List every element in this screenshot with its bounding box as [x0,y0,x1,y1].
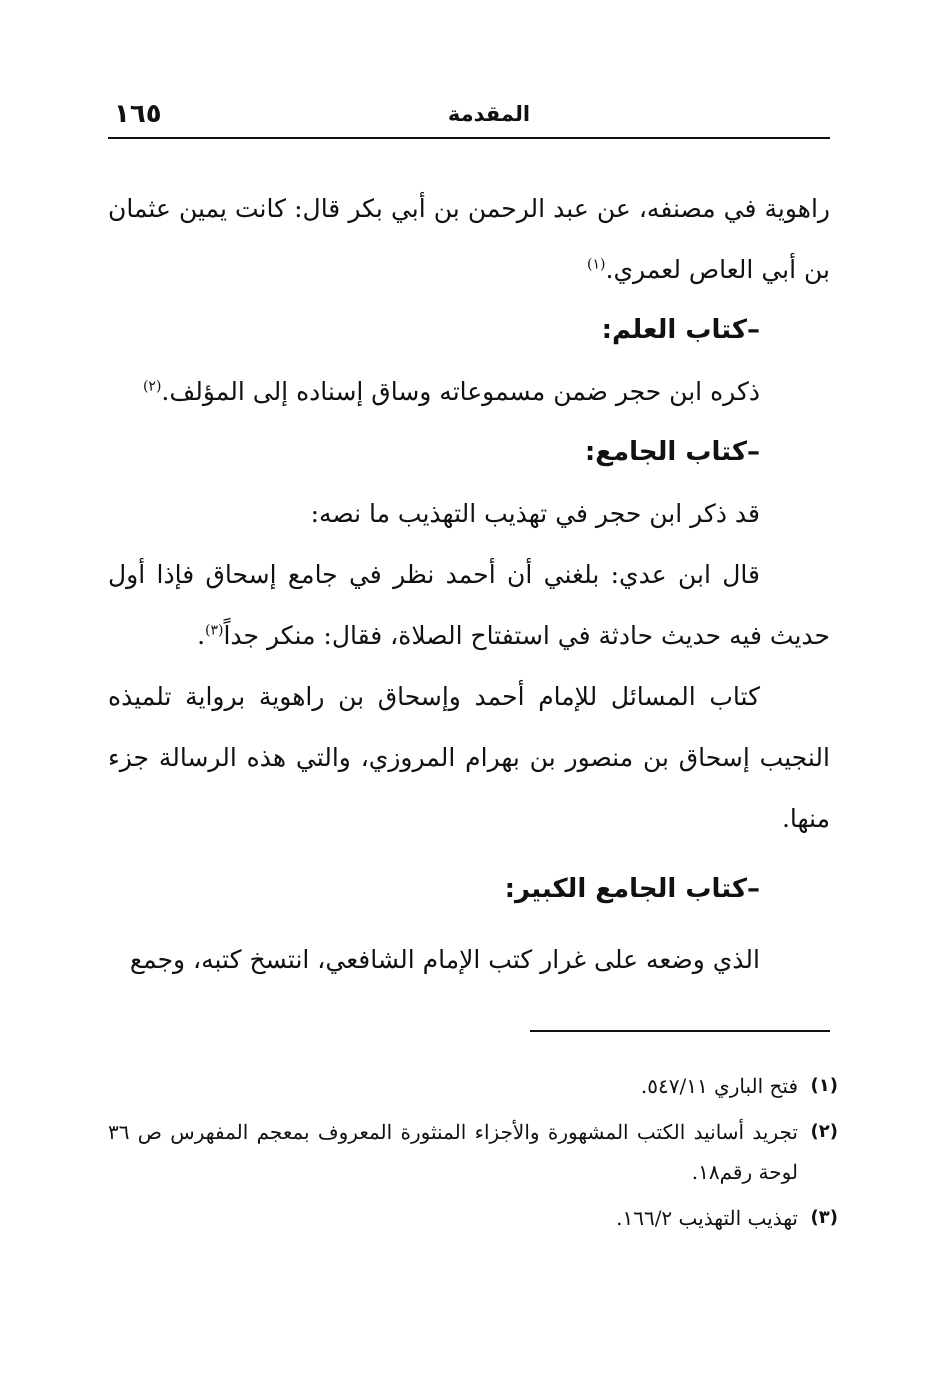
footnote-text: فتح الباري ٥٤٧/١١. [640,1074,798,1098]
footnote-ref-2: (٢) [142,378,162,395]
paragraph-3: قد ذكر ابن حجر في تهذيب التهذيب ما نصه: [310,499,760,528]
running-head [108,96,830,132]
page-number: ١٦٥ [114,99,162,129]
footnote-ref-3: (٣) [205,622,224,639]
paragraph-2 [108,361,830,422]
heading-kitab-al-jami: –كتاب الجامع: [584,437,760,467]
header-rule [108,137,830,139]
footnote-number: (٢) [810,1121,838,1142]
paragraph-4-end: . [197,621,206,650]
paragraph-4-text: قال ابن عدي: بلغني أن أحمد نظر في جامع إسحاق فإذا أول حديث فيه حديث حادثة في استفتاح الصلاة، فقال: منكر جداً [108,560,830,650]
footnote-2 [108,1112,838,1192]
footnote-rule [530,1030,830,1032]
heading-kitab-al-jami-al-kabir: –كتاب الجامع الكبير: [504,874,760,904]
footnote-1 [108,1066,838,1106]
footnote-text: تهذيب التهذيب ١٦٦/٢. [616,1206,798,1230]
section-title: المقدمة [447,102,531,126]
paragraph-1 [108,178,830,300]
paragraph-5: كتاب المسائل للإمام أحمد وإسحاق بن راهوية برواية تلميذه النجيب إسحاق بن منصور بن بهرام المروزي، والتي هذه الرسالة جزء منها. [108,682,830,833]
footnotes [108,1066,838,1244]
main-text [108,178,830,990]
footnote-3 [108,1198,838,1238]
heading-kitab-al-ilm: –كتاب العلم: [601,315,760,345]
paragraph-2-text: ذكره ابن حجر ضمن مسموعاته وساق إسناده إلى المؤلف. [161,377,760,406]
paragraph-4 [108,544,830,666]
paragraph-6: الذي وضعه على غرار كتب الإمام الشافعي، انتسخ كتبه، وجمع [129,945,760,974]
footnote-number: (٣) [810,1207,838,1228]
footnote-number: (١) [810,1075,838,1096]
paragraph-1-text: راهوية في مصنفه، عن عبد الرحمن بن أبي بكر قال: كانت يمين عثمان بن أبي العاص لعمري. [108,194,830,284]
footnote-text: تجريد أسانيد الكتب المشهورة والأجزاء المنثورة المعروف بمعجم المفهرس ص ٣٦ لوحة رقم١٨. [108,1120,798,1184]
footnote-ref-1: (١) [587,256,606,273]
